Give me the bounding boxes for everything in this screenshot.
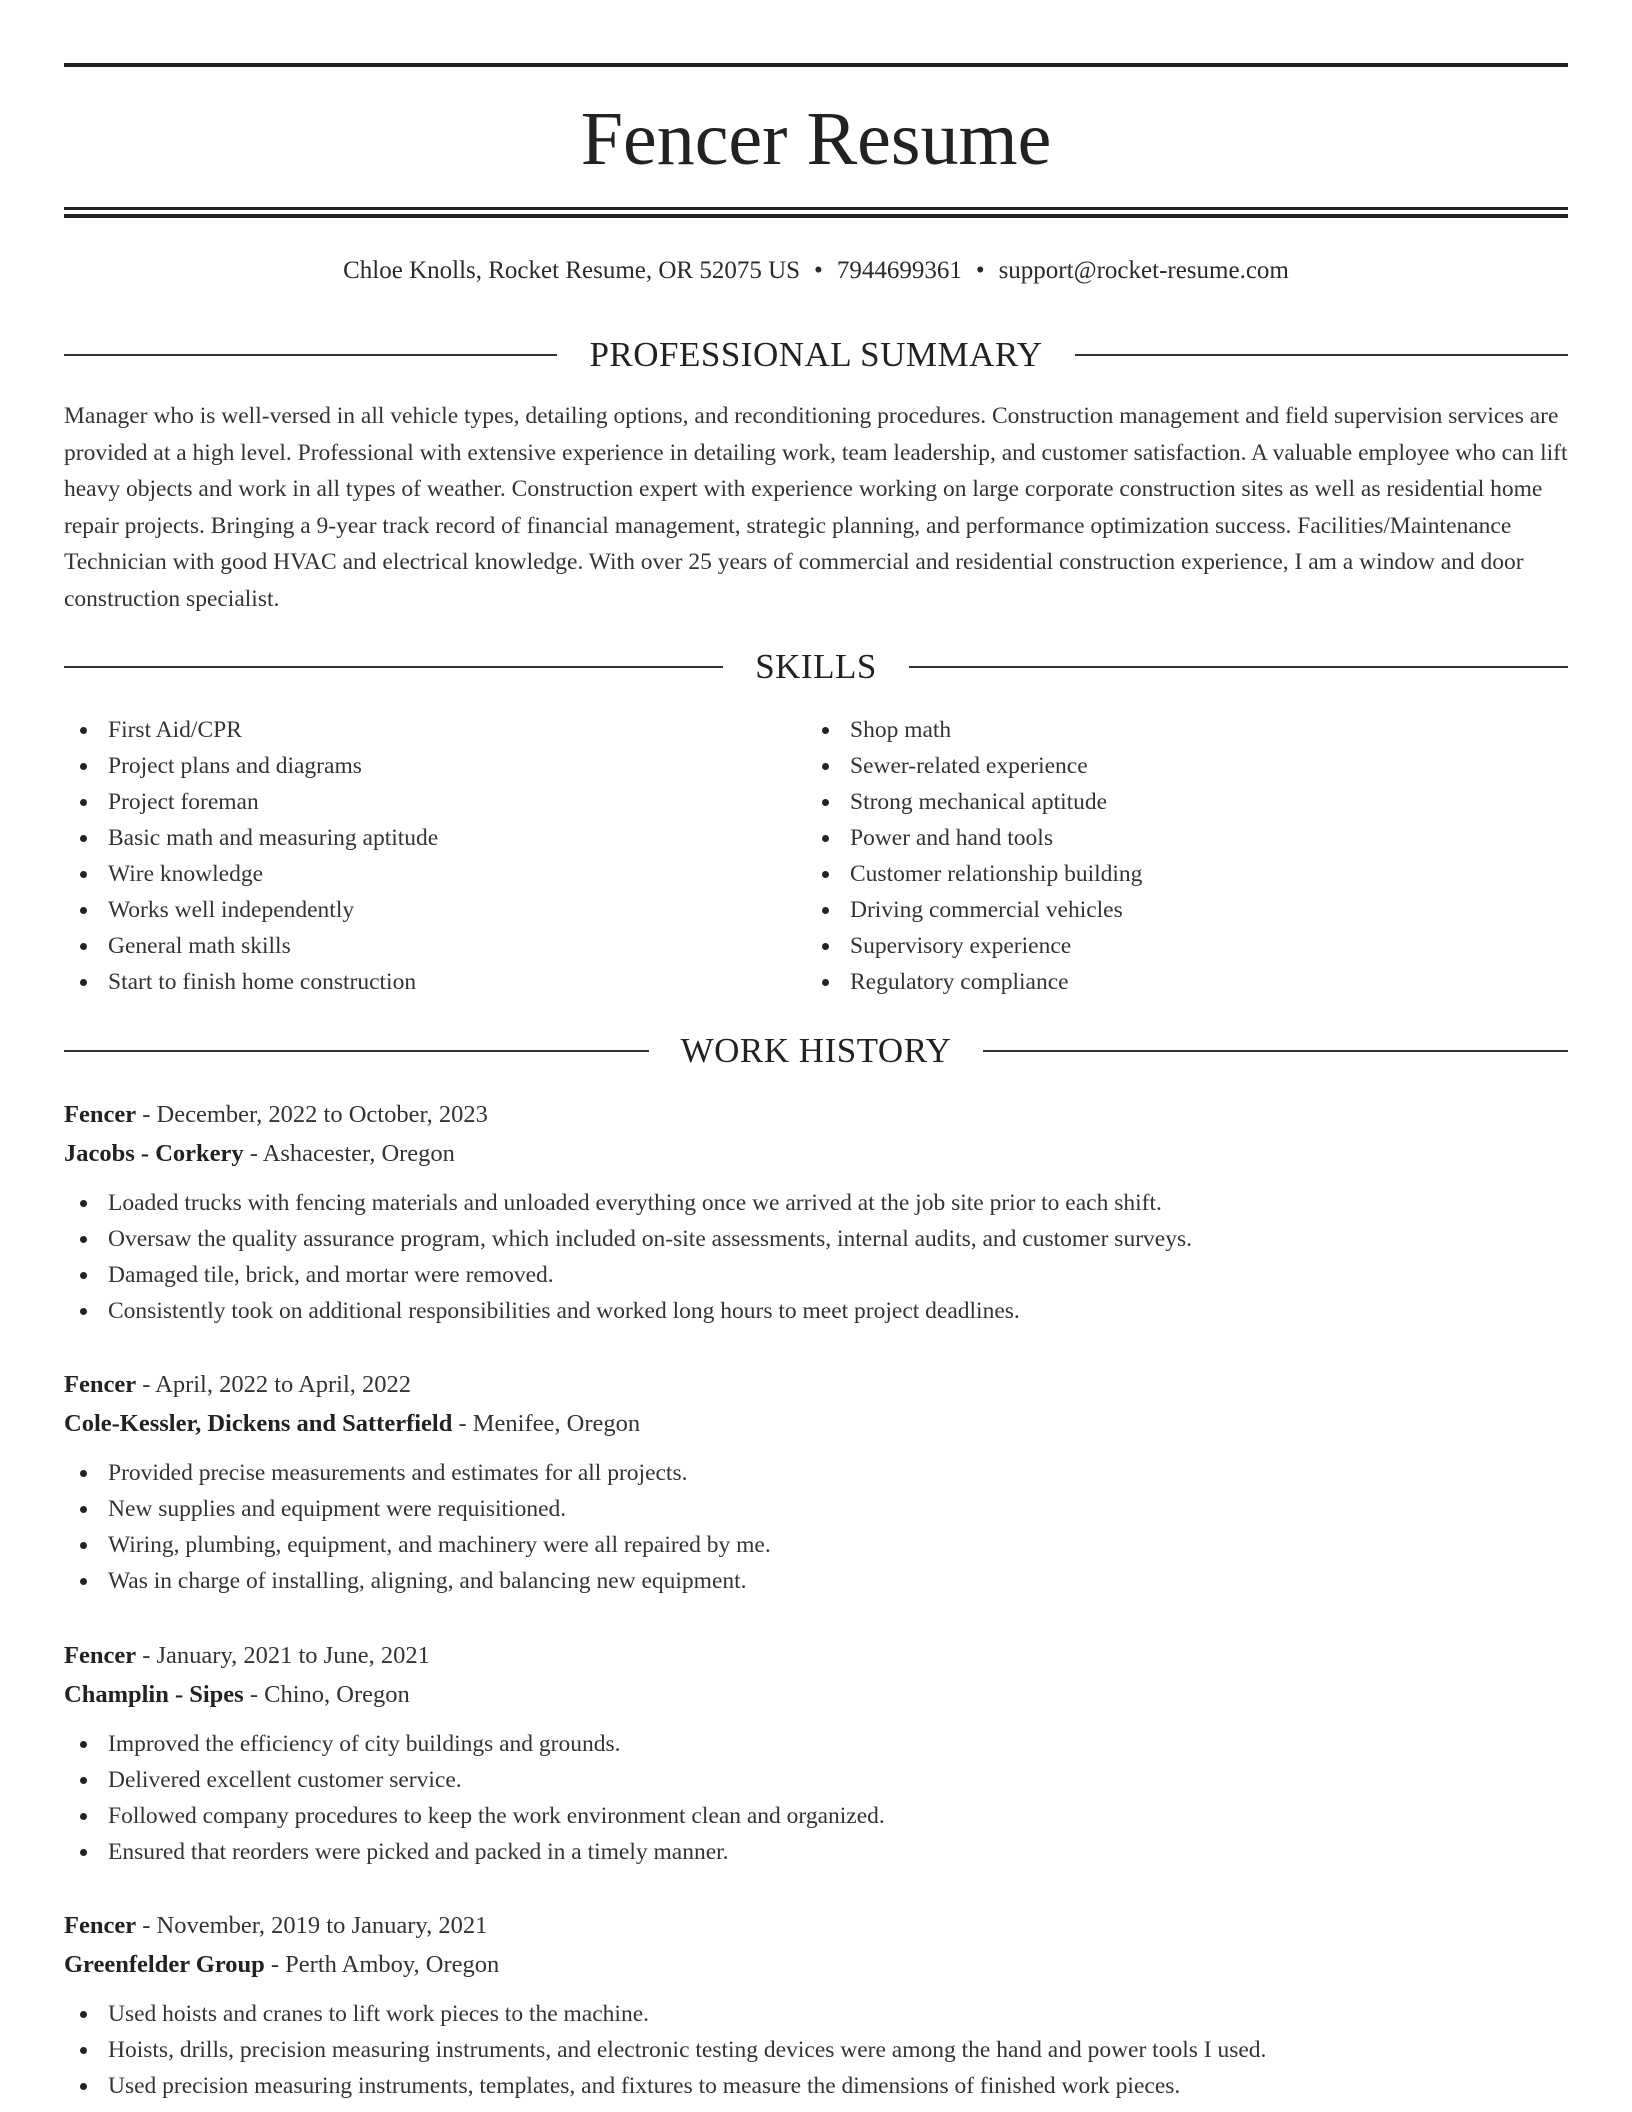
heading-rule-left <box>64 1050 649 1052</box>
job-bullets <box>64 1185 1568 1329</box>
job-bullet: Provided precise measurements and estimates for all projects. <box>64 1455 1568 1491</box>
job-bullet: Ensured that reorders were picked and packed in a timely manner. <box>64 1834 1568 1870</box>
skill-item: General math skills <box>64 928 764 964</box>
skill-item: Driving commercial vehicles <box>806 892 1546 928</box>
skill-item: Sewer-related experience <box>806 748 1546 784</box>
summary-heading-label: PROFESSIONAL SUMMARY <box>589 335 1043 374</box>
skill-item: Project plans and diagrams <box>64 748 764 784</box>
job-bullet: Oversaw the quality assurance program, which included on-site assessments, internal audits, and customer surveys. <box>64 1221 1568 1257</box>
job-entry <box>64 1365 1568 1599</box>
skill-item: First Aid/CPR <box>64 712 764 748</box>
job-bullet: Wiring, plumbing, equipment, and machinery were all repaired by me. <box>64 1527 1568 1563</box>
contact-address: Chloe Knolls, Rocket Resume, OR 52075 US <box>343 257 801 284</box>
heading-rule-right <box>1075 354 1568 356</box>
job-company-line <box>64 1945 1568 1984</box>
job-bullets <box>64 1455 1568 1599</box>
job-entry <box>64 1636 1568 1870</box>
heading-rule-right <box>909 666 1568 668</box>
skill-item: Shop math <box>806 712 1546 748</box>
job-company-line <box>64 1404 1568 1443</box>
job-bullet: Was in charge of installing, aligning, and balancing new equipment. <box>64 1563 1568 1599</box>
work-section-heading <box>64 1029 1568 1073</box>
job-location: - Menifee, Oregon <box>452 1410 641 1437</box>
skill-item: Customer relationship building <box>806 856 1546 892</box>
job-title: Fencer <box>64 1642 137 1669</box>
work-heading-label: WORK HISTORY <box>680 1031 952 1070</box>
contact-phone: 7944699361 <box>836 257 962 284</box>
skills-list-left <box>64 712 764 1000</box>
job-title-line <box>64 1095 1568 1134</box>
job-company-line <box>64 1134 1568 1173</box>
job-location: - Ashacester, Oregon <box>243 1140 455 1167</box>
skill-item: Strong mechanical aptitude <box>806 784 1546 820</box>
skill-item: Project foreman <box>64 784 764 820</box>
skill-item: Start to finish home construction <box>64 964 764 1000</box>
summary-section-heading <box>64 333 1568 377</box>
contact-line <box>64 253 1568 289</box>
job-bullet: Hoists, drills, precision measuring instruments, and electronic testing devices were among the hand and power tools I used. <box>64 2032 1568 2068</box>
job-company: Greenfelder Group <box>64 1951 265 1978</box>
skills-section-heading <box>64 645 1568 689</box>
job-title: Fencer <box>64 1912 137 1939</box>
job-bullet: Used precision measuring instruments, templates, and fixtures to measure the dimensions of finished work pieces. <box>64 2068 1568 2104</box>
contact-separator: • <box>975 257 985 284</box>
skill-item: Power and hand tools <box>806 820 1546 856</box>
job-bullet: Improved the efficiency of city buildings and grounds. <box>64 1726 1568 1762</box>
job-dates: - April, 2022 to April, 2022 <box>136 1371 412 1398</box>
job-bullet: Used hoists and cranes to lift work pieces to the machine. <box>64 1996 1568 2032</box>
job-bullets <box>64 1726 1568 1870</box>
job-title-line <box>64 1636 1568 1675</box>
job-location: - Perth Amboy, Oregon <box>264 1951 500 1978</box>
contact-email: support@rocket-resume.com <box>998 257 1289 284</box>
job-bullets <box>64 1996 1568 2104</box>
heading-rule-left <box>64 666 723 668</box>
job-company: Champlin - Sipes <box>64 1681 244 1708</box>
heading-rule-left <box>64 354 557 356</box>
title-double-rule <box>64 207 1568 218</box>
job-title: Fencer <box>64 1371 137 1398</box>
job-title: Fencer <box>64 1101 137 1128</box>
skills-list-right <box>806 712 1546 1000</box>
job-bullet: Loaded trucks with fencing materials and unloaded everything once we arrived at the job site prior to each shift. <box>64 1185 1568 1221</box>
skills-heading-label: SKILLS <box>755 647 877 686</box>
top-rule <box>64 63 1568 67</box>
job-title-line <box>64 1365 1568 1404</box>
skill-item: Supervisory experience <box>806 928 1546 964</box>
job-bullet: New supplies and equipment were requisitioned. <box>64 1491 1568 1527</box>
job-bullet: Followed company procedures to keep the work environment clean and organized. <box>64 1798 1568 1834</box>
job-dates: - January, 2021 to June, 2021 <box>136 1642 430 1669</box>
skill-item: Basic math and measuring aptitude <box>64 820 764 856</box>
resume-title: Fencer Resume <box>580 97 1052 181</box>
job-company-line <box>64 1675 1568 1714</box>
job-company: Cole-Kessler, Dickens and Satterfield <box>64 1410 453 1437</box>
skill-item: Regulatory compliance <box>806 964 1546 1000</box>
summary-text: Manager who is well-versed in all vehicle types, detailing options, and reconditioning procedures. Construction management and field supervision services are provided at a high level. Professional with extensive experience in detailing work, team leadership, and customer satisfaction. A valuable employee who can lift heavy objects and work in all types of weather. Construction expert with experience working on large corporate construction sites as well as residential home repair projects. Bringing a 9-year track record of financial management, strategic planning, and performance optimization success. Facilities/Maintenance Technician with good HVAC and electrical knowledge. With over 25 years of commercial and residential construction experience, I am a window and door construction specialist. <box>64 403 1568 612</box>
job-entry <box>64 1095 1568 1329</box>
job-entry <box>64 1906 1568 2104</box>
job-bullet: Delivered excellent customer service. <box>64 1762 1568 1798</box>
job-dates: - December, 2022 to October, 2023 <box>136 1101 488 1128</box>
contact-separator: • <box>814 257 823 284</box>
skill-item: Works well independently <box>64 892 764 928</box>
job-bullet: Consistently took on additional responsibilities and worked long hours to meet project deadlines. <box>64 1293 1568 1329</box>
job-dates: - November, 2019 to January, 2021 <box>136 1912 488 1939</box>
job-title-line <box>64 1906 1568 1945</box>
job-company: Jacobs - Corkery <box>64 1140 244 1167</box>
skill-item: Wire knowledge <box>64 856 764 892</box>
job-bullet: Damaged tile, brick, and mortar were removed. <box>64 1257 1568 1293</box>
heading-rule-right <box>983 1050 1568 1052</box>
job-location: - Chino, Oregon <box>243 1681 410 1708</box>
